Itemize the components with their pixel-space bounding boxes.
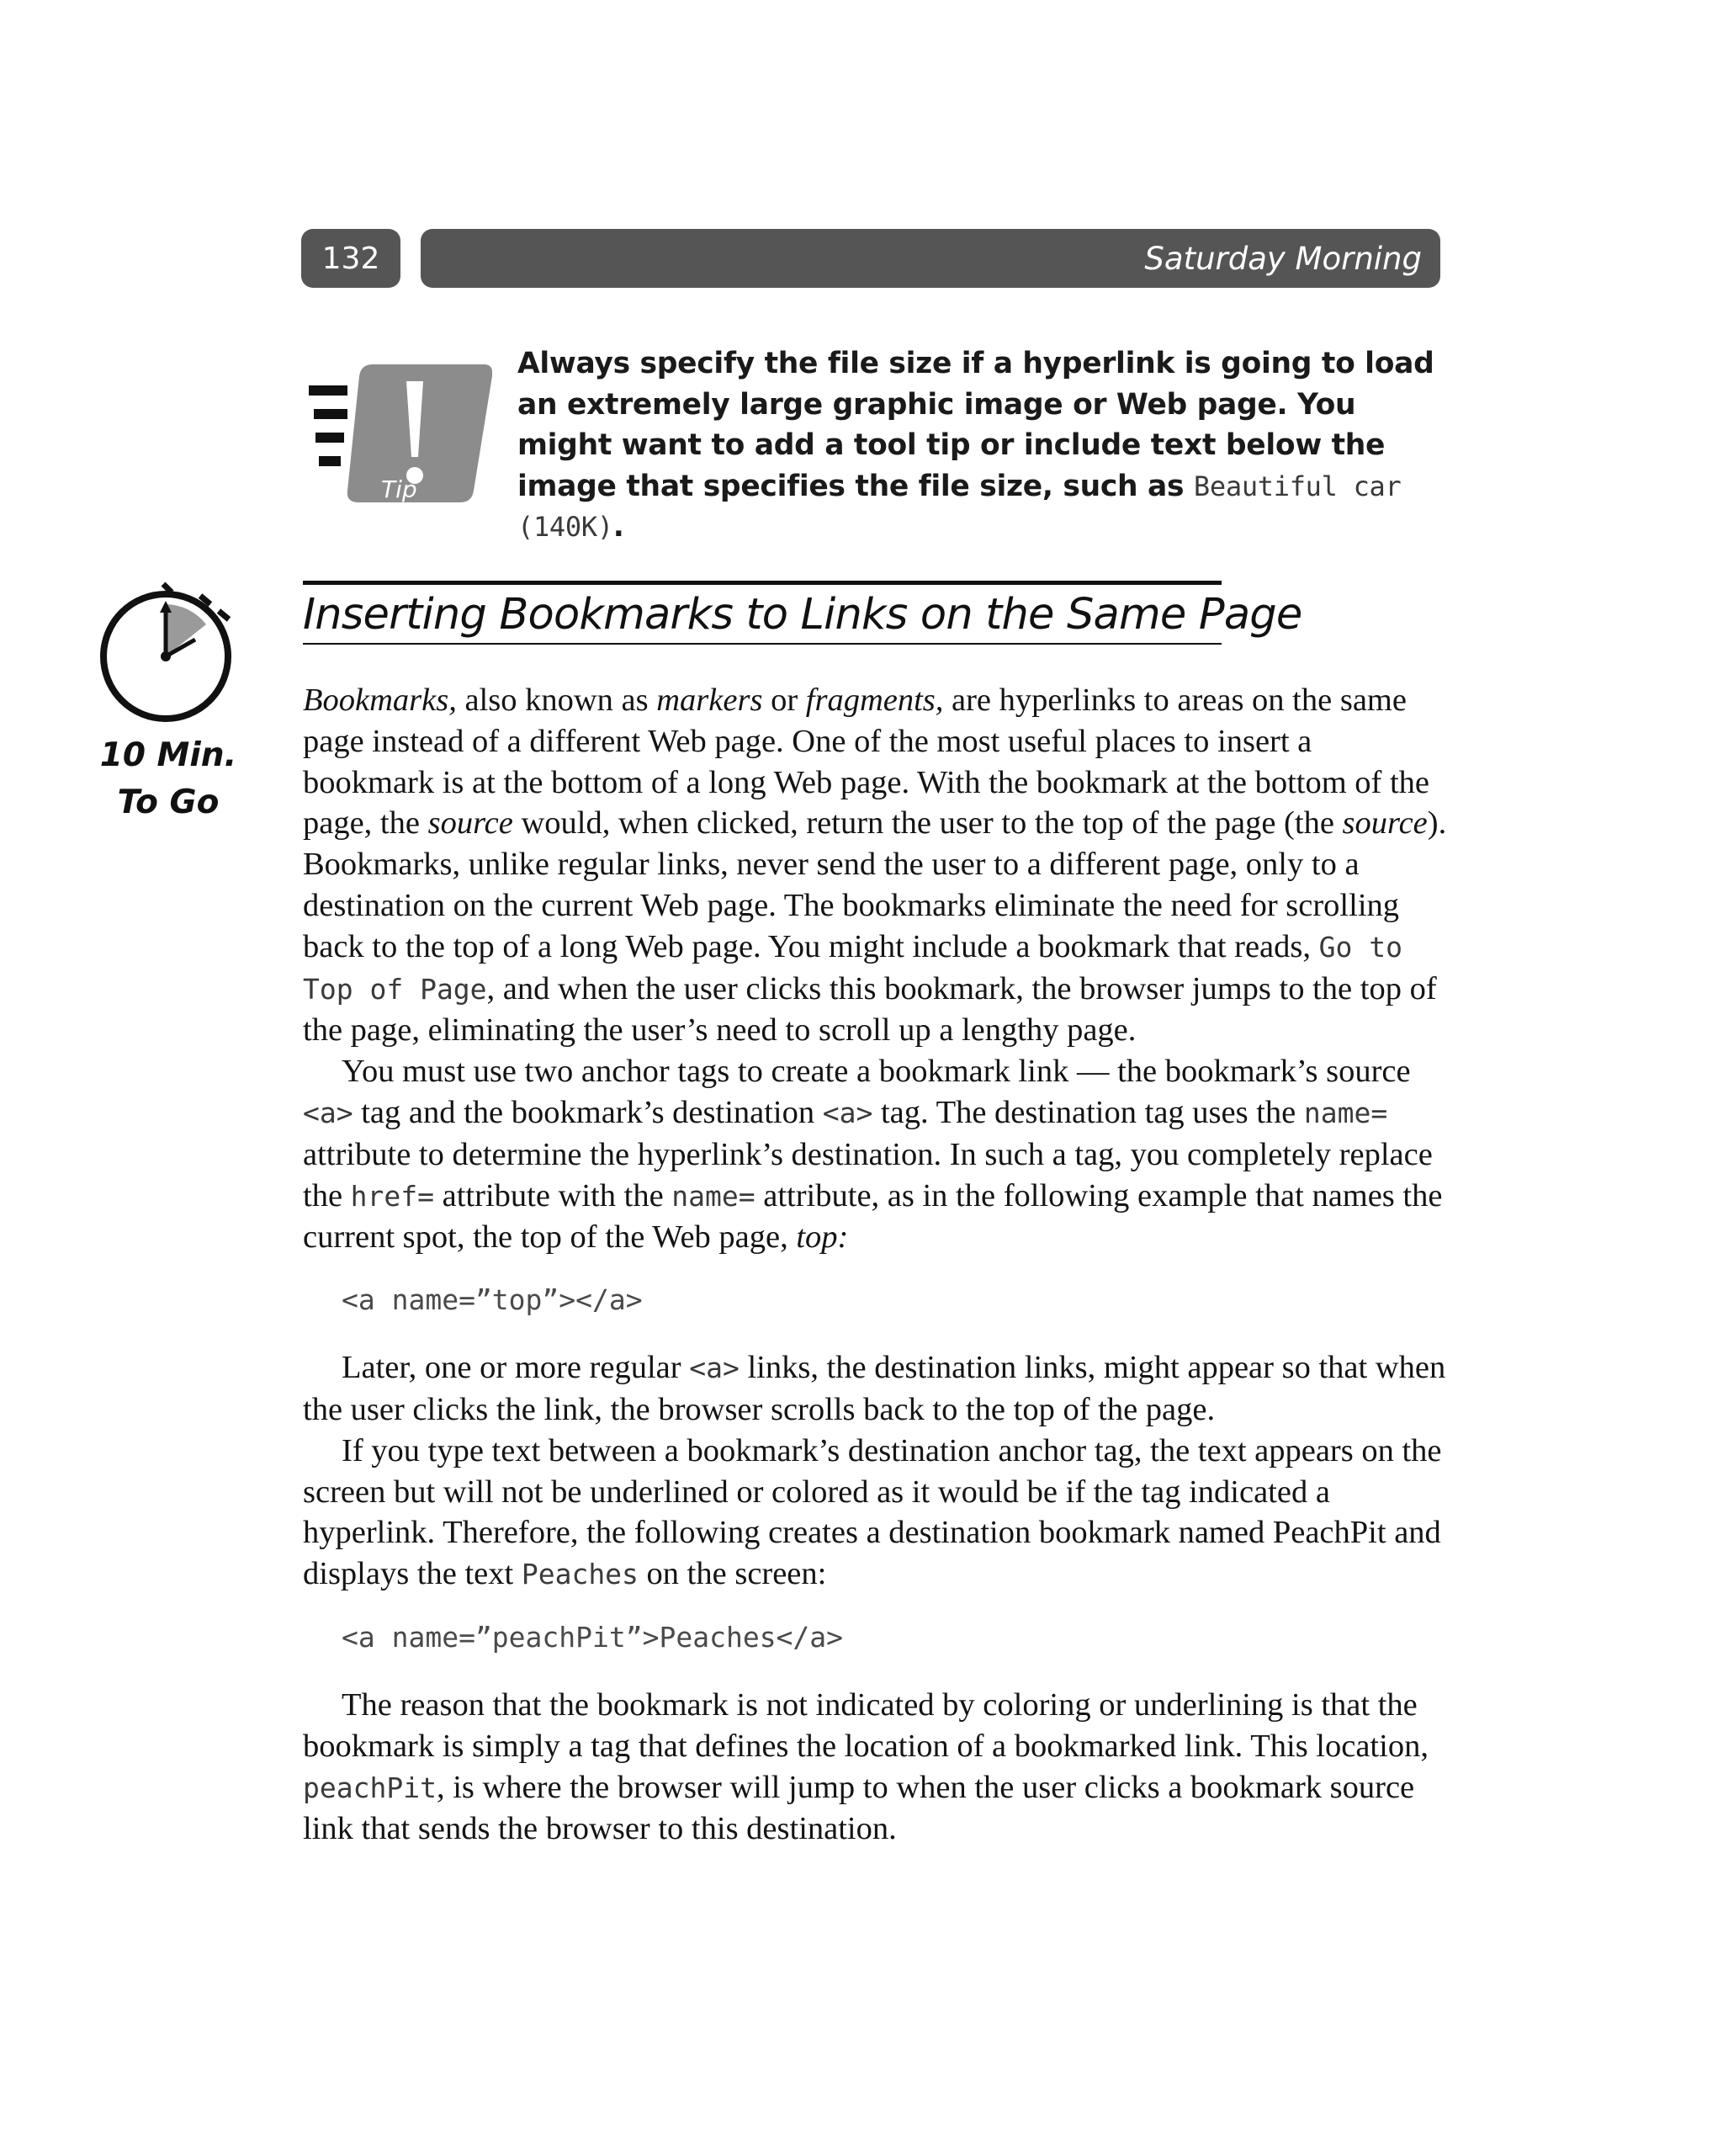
paragraph: Bookmarks, also known as markers or fragments, are hyperlinks to areas on the same page instead of a different Web page. One of the most useful places to insert a bookmark is at the bottom of a long Web page. With the bookmark at the bottom of the page, the source would, when clicked, return the user to the top of the page (the source). Bookmarks, unlike regular links, never send the user to a different page, only to a destination on the current Web page. The bookmarks eliminate the need for scrolling back to the top of a long Web page. You might include a bookmark that reads, Go to Top of Page, and when the user clicks this bookmark, the browser jumps to the top of the page, eliminating the user’s need to scroll up a lengthy page. [303, 682, 1447, 1049]
paragraph: If you type text between a bookmark’s destination anchor tag, the text appears on the screen but will not be underlined or colored as it would be if the tag indicated a hyperlink. Therefore, the following creates a destination bookmark named PeachPit and displays the text Peaches on the screen: [303, 1432, 1442, 1592]
inline-code: Beautiful car (140K) [517, 470, 1402, 543]
paragraph: Later, one or more regular <a> links, the destination links, might appear so that when the user clicks the link, the browser scrolls back to the top of the page. [303, 1350, 1446, 1427]
section-heading: Inserting Bookmarks to Links on the Same Page [303, 590, 1302, 640]
heading-rule-bottom [303, 643, 1222, 645]
heading-rule-top [303, 581, 1222, 585]
running-head: Saturday Morning [421, 229, 1440, 288]
paragraph: You must use two anchor tags to create a bookmark link — the bookmark’s source <a> tag and the bookmark’s destination <a> tag. The destination tag uses the name= attribute to determine the hyperlink’s destination. In such a tag, you completely replace the href= attribute with the name= attribute, as in the following example that names the current spot, the top of the Web page, top: [303, 1054, 1443, 1256]
page-number: 132 [301, 229, 400, 288]
code-example: <a name=”peachPit”>Peaches</a> [342, 1620, 844, 1654]
paragraph: The reason that the bookmark is not indicated by coloring or underlining is that the bookmark is simply a tag that defines the location of a bookmarked link. This location, peachPit, is where the browser will jump to when the user clicks a bookmark source link that sends the browser to this destination. [303, 1686, 1429, 1847]
tip-label: Tip [381, 475, 417, 503]
tip-text: Always specify the file size if a hyperlink is going to load an extremely large graphic image or Web page. You might want to add a tool tip or include text below the image that specifies the file size, such as Beautiful car (140K). [517, 347, 1434, 544]
stopwatch-icon [94, 572, 237, 724]
tip-icon [307, 358, 492, 509]
code-example: <a name=”top”></a> [342, 1283, 643, 1317]
time-remaining-label: 10 Min. To Go [99, 736, 237, 821]
body-text [303, 680, 1447, 1850]
inline-code: Go to Top of Page [303, 930, 1402, 1006]
